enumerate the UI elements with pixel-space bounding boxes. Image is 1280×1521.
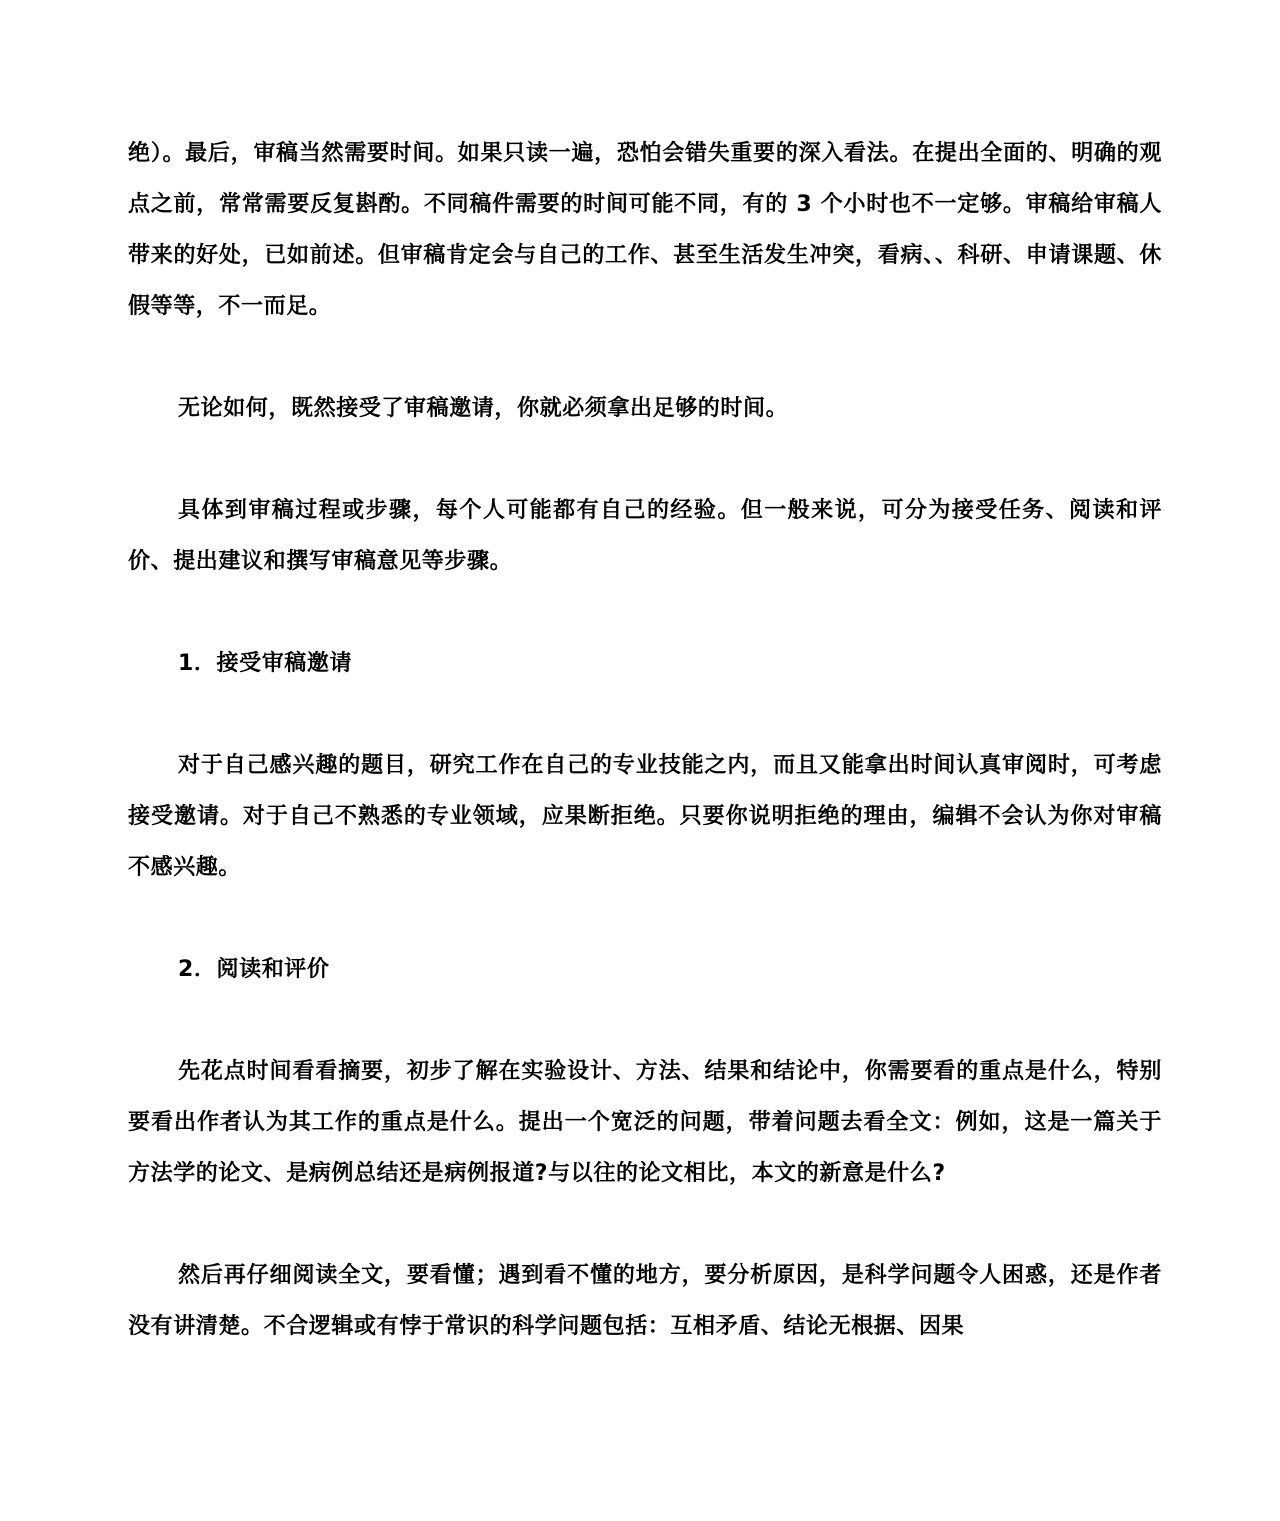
paragraph-read-abstract: 先花点时间看看摘要，初步了解在实验设计、方法、结果和结论中，你需要看的重点是什么，特别要看出作者认为其工作的重点是什么。提出一个宽泛的问题，带着问题去看全文：例如，这是一篇关于方法学的论文、是病例总结还是病例报道?与以往的论文相比，本文的新意是什么?: [128, 1059, 1162, 1186]
paragraph-time-commitment: 无论如何，既然接受了审稿邀请，你就必须拿出足够的时间。: [178, 396, 789, 421]
paragraph-accept-invitation: 对于自己感兴趣的题目，研究工作在自己的专业技能之内，而且又能拿出时间认真审阅时，可考虑接受邀请。对于自己不熟悉的专业领域，应果断拒绝。只要你说明拒绝的理由，编辑不会认为你对审稿不感兴趣。: [128, 753, 1162, 880]
section-heading-reading-evaluation: 2．阅读和评价: [178, 957, 330, 982]
section-heading-accept-invitation: 1．接受审稿邀请: [178, 651, 353, 676]
document-page: [128, 128, 1162, 1352]
paragraph-continuation: 绝）。最后，审稿当然需要时间。如果只读一遍，恐怕会错失重要的深入看法。在提出全面的、明确的观点之前，常常需要反复斟酌。不同稿件需要的时间可能不同，有的 3 个小时也不一定够。审稿给审稿人带来的好处，已如前述。但审稿肯定会与自己的工作、甚至生活发生冲突，看病、、科研、申请课题、休假等等，不一而足。: [128, 141, 1162, 319]
paragraph-read-full-text: 然后再仔细阅读全文，要看懂；遇到看不懂的地方，要分析原因，是科学问题令人困惑，还是作者没有讲清楚。不合逻辑或有悖于常识的科学问题包括：互相矛盾、结论无根据、因果: [128, 1263, 1162, 1339]
paragraph-review-steps: 具体到审稿过程或步骤，每个人可能都有自己的经验。但一般来说，可分为接受任务、阅读和评价、提出建议和撰写审稿意见等步骤。: [128, 498, 1162, 574]
